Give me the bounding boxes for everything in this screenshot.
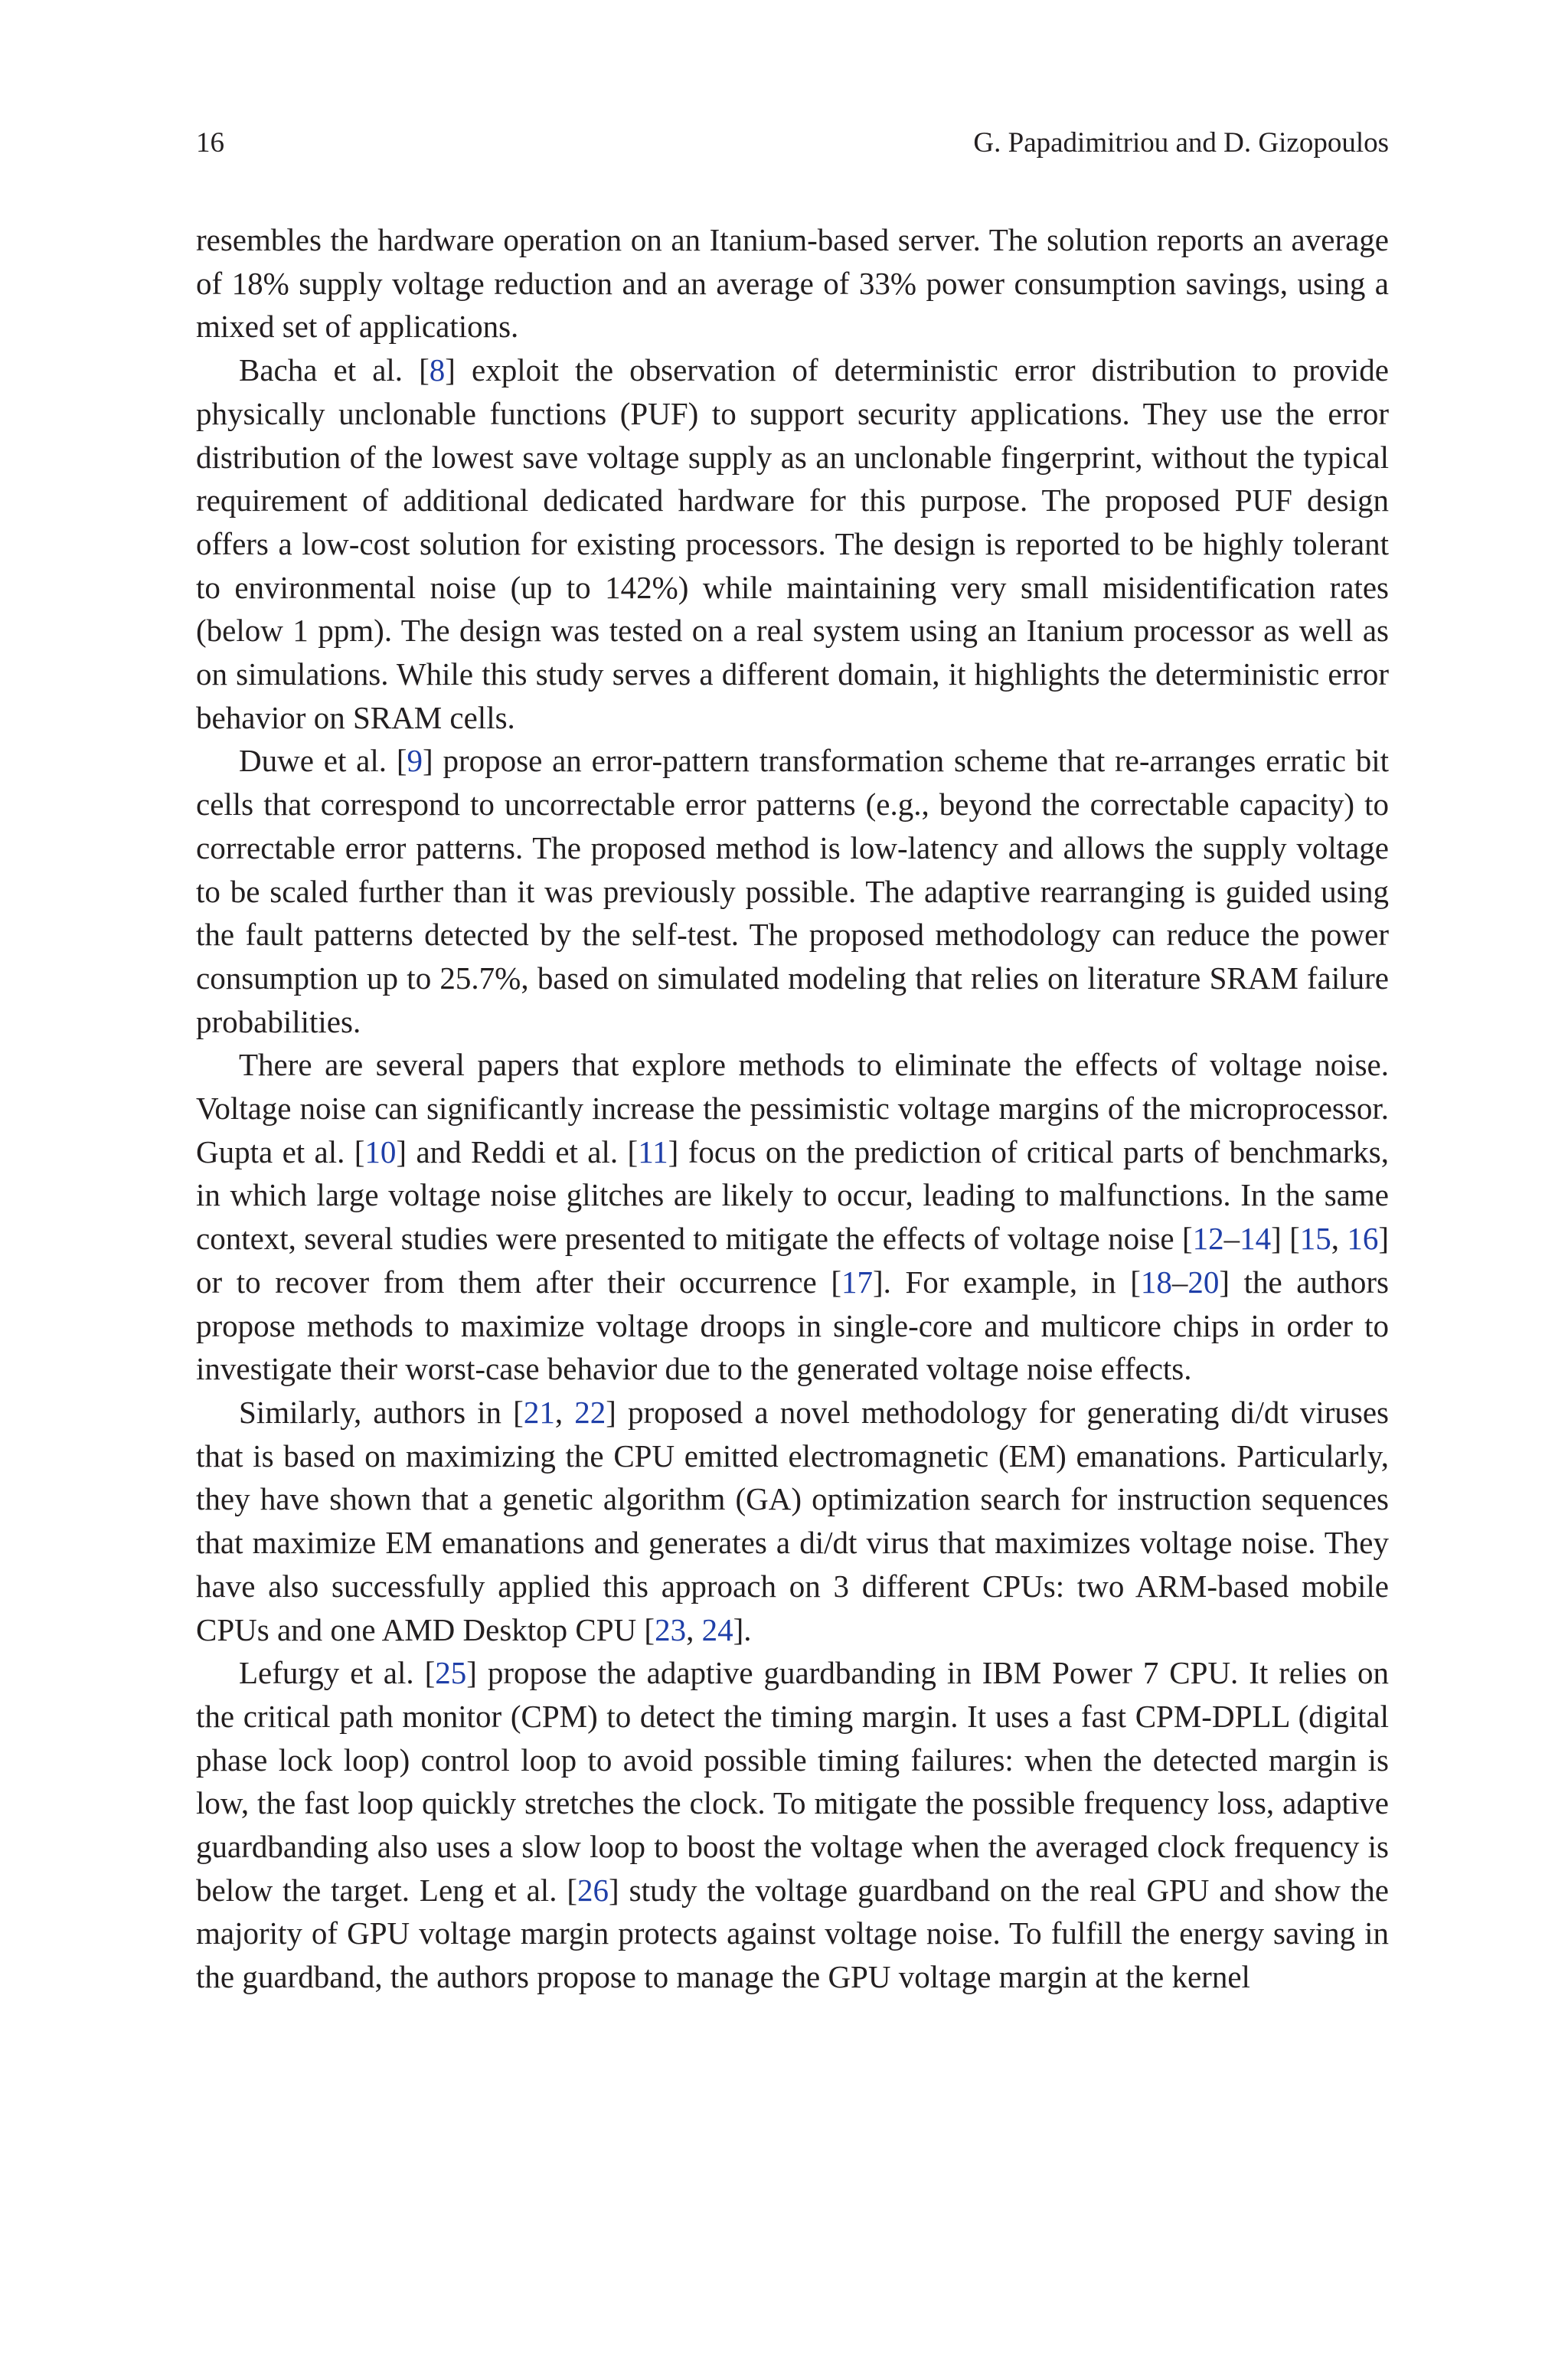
citation-link[interactable]: 10 xyxy=(364,1133,397,1169)
paragraph-text: Duwe et al. [ xyxy=(239,743,407,779)
paragraph-text: ] propose an error-pattern transformation scheme that re-arranges erratic bit cells that correspond to uncorrectable error patterns (e.g., beyond the correctable capacity) to correctable error patterns. The proposed method is low-latency and allows the supply voltage to be scaled further than it was previously possible. The adaptive rearranging is guided using the fault patterns detected by the self-test. The proposed methodology can reduce the power consumption up to 25.7%, based on simulated modeling that relies on literature SRAM failure probabilities. xyxy=(196,743,1390,1039)
citation-link[interactable]: 25 xyxy=(435,1655,467,1691)
citation-link[interactable]: 15 xyxy=(1299,1221,1331,1257)
paragraph-text: ]. xyxy=(733,1611,752,1647)
citation-link[interactable]: 24 xyxy=(701,1611,733,1647)
paragraph xyxy=(196,739,1389,1043)
citation-link[interactable]: 17 xyxy=(841,1264,873,1300)
paragraph-text: resembles the hardware operation on an Itanium-based server. The solution reports an average of 18% supply voltage reduction and an average of 33% power consumption savings, using a mixed set of applications. xyxy=(196,222,1389,345)
paragraph xyxy=(196,348,1389,739)
paragraph-text: ] propose the adaptive guardbanding in IBM Power 7 CPU. It relies on the critical path monitor (CPM) to detect the timing margin. It uses a fast CPM-DPLL (digital phase lock loop) control loop to avoid possible timing failures: when the detected margin is low, the fast loop quickly stretches the clock. To mitigate the possible frequency loss, adaptive guardbanding also uses a slow loop to boost the voltage when the averaged clock frequency is below the target. Leng et al. [ xyxy=(196,1655,1389,1908)
citation-link[interactable]: 12 xyxy=(1192,1221,1224,1257)
paragraph xyxy=(196,1043,1389,1391)
citation-link[interactable]: 18 xyxy=(1140,1264,1172,1300)
paragraph-text: Bacha et al. [ xyxy=(239,352,430,388)
paragraph-text: ]. For example, in [ xyxy=(873,1264,1141,1300)
citation-link[interactable]: 21 xyxy=(523,1394,555,1430)
paragraph-text: ] or to recover from them after their occurrence [ xyxy=(196,1221,1390,1300)
page-number: 16 xyxy=(196,127,224,159)
paragraph-text: ] [ xyxy=(1271,1221,1300,1257)
paragraph-text: , xyxy=(1331,1221,1348,1257)
citation-link[interactable]: 11 xyxy=(638,1133,668,1169)
citation-link[interactable]: 22 xyxy=(574,1394,606,1430)
paragraph-text: , xyxy=(554,1394,575,1430)
citation-link[interactable]: 23 xyxy=(655,1611,687,1647)
paragraph-text: – xyxy=(1223,1221,1240,1257)
running-head-authors: G. Papadimitriou and D. Gizopoulos xyxy=(973,127,1389,159)
paragraph-text: ] study the voltage guardband on the real GPU and show the majority of GPU voltage margin protects against voltage noise. To fulfill the energy saving in the guardband, the authors propose to manage the GPU voltage margin at the kernel xyxy=(196,1872,1390,1995)
body-text xyxy=(196,218,1389,1999)
paragraph-text: , xyxy=(686,1611,702,1647)
citation-link[interactable]: 8 xyxy=(429,352,446,388)
citation-link[interactable]: 26 xyxy=(577,1872,609,1908)
paragraph-text: Lefurgy et al. [ xyxy=(239,1655,436,1691)
paragraph-text: ] proposed a novel methodology for generating di/dt viruses that is based on maximizing the CPU emitted electromagnetic (EM) emanations. Particularly, they have shown that a genetic algorithm (GA) optimization search for instruction sequences that maximize EM emanations and generates a di/​dt virus that maximizes voltage noise. They have also successfully applied this approach on 3 different CPUs: two ARM-based mobile CPUs and one AMD Desktop CPU [ xyxy=(196,1394,1390,1647)
paragraph xyxy=(196,1651,1389,1999)
paragraph-text: ] focus on the prediction of critical parts of benchmarks, in which large voltage noise glitches are likely to occur, leading to malfunctions. In the same context, several studies were presented to mitigate the effects of voltage noise [ xyxy=(196,1133,1390,1257)
paragraph-text: – xyxy=(1171,1264,1188,1300)
paragraph-text: Similarly, authors in [ xyxy=(239,1394,524,1430)
citation-link[interactable]: 9 xyxy=(407,743,423,779)
paragraph xyxy=(196,218,1389,348)
page-header xyxy=(196,124,1389,162)
citation-link[interactable]: 16 xyxy=(1347,1221,1379,1257)
paragraph-text: ] and Reddi et al. [ xyxy=(396,1133,639,1169)
paragraph xyxy=(196,1391,1389,1651)
citation-link[interactable]: 14 xyxy=(1240,1221,1272,1257)
paragraph-text: ] exploit the observation of deterministic error distribution to provide physically unclonable functions (PUF) to support security applications. They use the error distribution of the lowest save voltage supply as an unclonable fingerprint, without the typical requirement of additional dedicated hardware for this purpose. The proposed PUF design offers a low-cost solution for existing processors. The design is reported to be highly tolerant to environmental noise (up to 142%) while maintaining very small misidentification rates (below 1 ppm). The design was tested on a real system using an Itanium processor as well as on simulations. While this study serves a different domain, it highlights the deterministic error behavior on SRAM cells. xyxy=(196,352,1389,735)
paragraph-text: ] the authors propose methods to maximize voltage droops in single-core and multicore chips in order to investigate their worst-case behavior due to the generated voltage noise effects. xyxy=(196,1264,1389,1387)
paragraph-text: There are several papers that explore methods to eliminate the effects of voltage noise. Voltage noise can significantly increase the pessimistic voltage margins of the microprocessor. Gupta et al. [ xyxy=(196,1047,1389,1169)
citation-link[interactable]: 20 xyxy=(1187,1264,1220,1300)
